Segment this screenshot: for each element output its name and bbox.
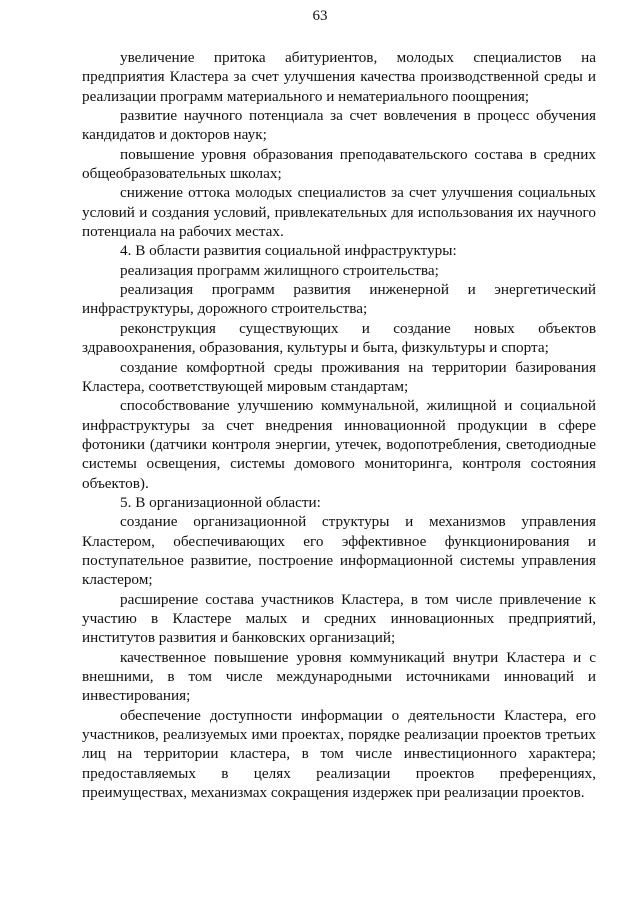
paragraph: повышение уровня образования преподавательского состава в средних общеобразовательных школах;	[82, 145, 596, 183]
paragraph: расширение состава участников Кластера, в том числе привлечение к участию в Кластере малых и средних инновационных предприятий, институтов развития и банковских организаций;	[82, 590, 596, 647]
page-number: 63	[312, 8, 328, 24]
paragraph: качественное повышение уровня коммуникаций внутри Кластера и с внешними, в том числе международными источниками инноваций и инвестирования;	[82, 648, 596, 705]
paragraph: способствование улучшению коммунальной, жилищной и социальной инфраструктуры за счет внедрения инновационной продукции в сфере фотоники (датчики контроля энергии, утечек, водопотребления, светодиодные системы освещения, системы домового мониторинга, контроля состояния объектов).	[82, 397, 596, 492]
section-heading: 4. В области развития социальной инфраструктуры:	[120, 242, 457, 260]
paragraph: развитие научного потенциала за счет вовлечения в процесс обучения кандидатов и докторов наук;	[82, 107, 596, 144]
section-heading: 5. В организационной области:	[120, 493, 321, 511]
paragraph: создание организационной структуры и механизмов управления Кластером, обеспечивающих его эффективное функционирования и поступательное развитие, построение информационной системы управления кластером;	[82, 513, 596, 589]
paragraph: увеличение притока абитуриентов, молодых специалистов на предприятия Кластера за счет улучшения качества производственной среды и реализации программ материального и нематериального поощрения;	[82, 49, 596, 105]
paragraph: реконструкция существующих и создание новых объектов здравоохранения, образования, культуры и быта, физкультуры и спорта;	[82, 319, 596, 357]
document-body	[82, 48, 596, 802]
paragraph: обеспечение доступности информации о деятельности Кластера, его участников, реализуемых ими проектах, порядке реализации проектов третьих лиц на территории кластера, в том числе инвестиционного характера; предоставляемых в целях реализации проектов преференциях, преимуществах, механизмах сокращения издержек при реализации проектов.	[82, 706, 596, 802]
paragraph: реализация программ жилищного строительства;	[120, 261, 439, 279]
paragraph: реализация программ развития инженерной и энергетический инфраструктуры, дорожного строительства;	[82, 281, 596, 318]
paragraph: снижение оттока молодых специалистов за счет улучшения социальных условий и создания условий, привлекательных для использования их научного потенциала на рабочих местах.	[82, 184, 596, 241]
paragraph: создание комфортной среды проживания на территории базирования Кластера, соответствующей мировым стандартам;	[82, 358, 596, 395]
